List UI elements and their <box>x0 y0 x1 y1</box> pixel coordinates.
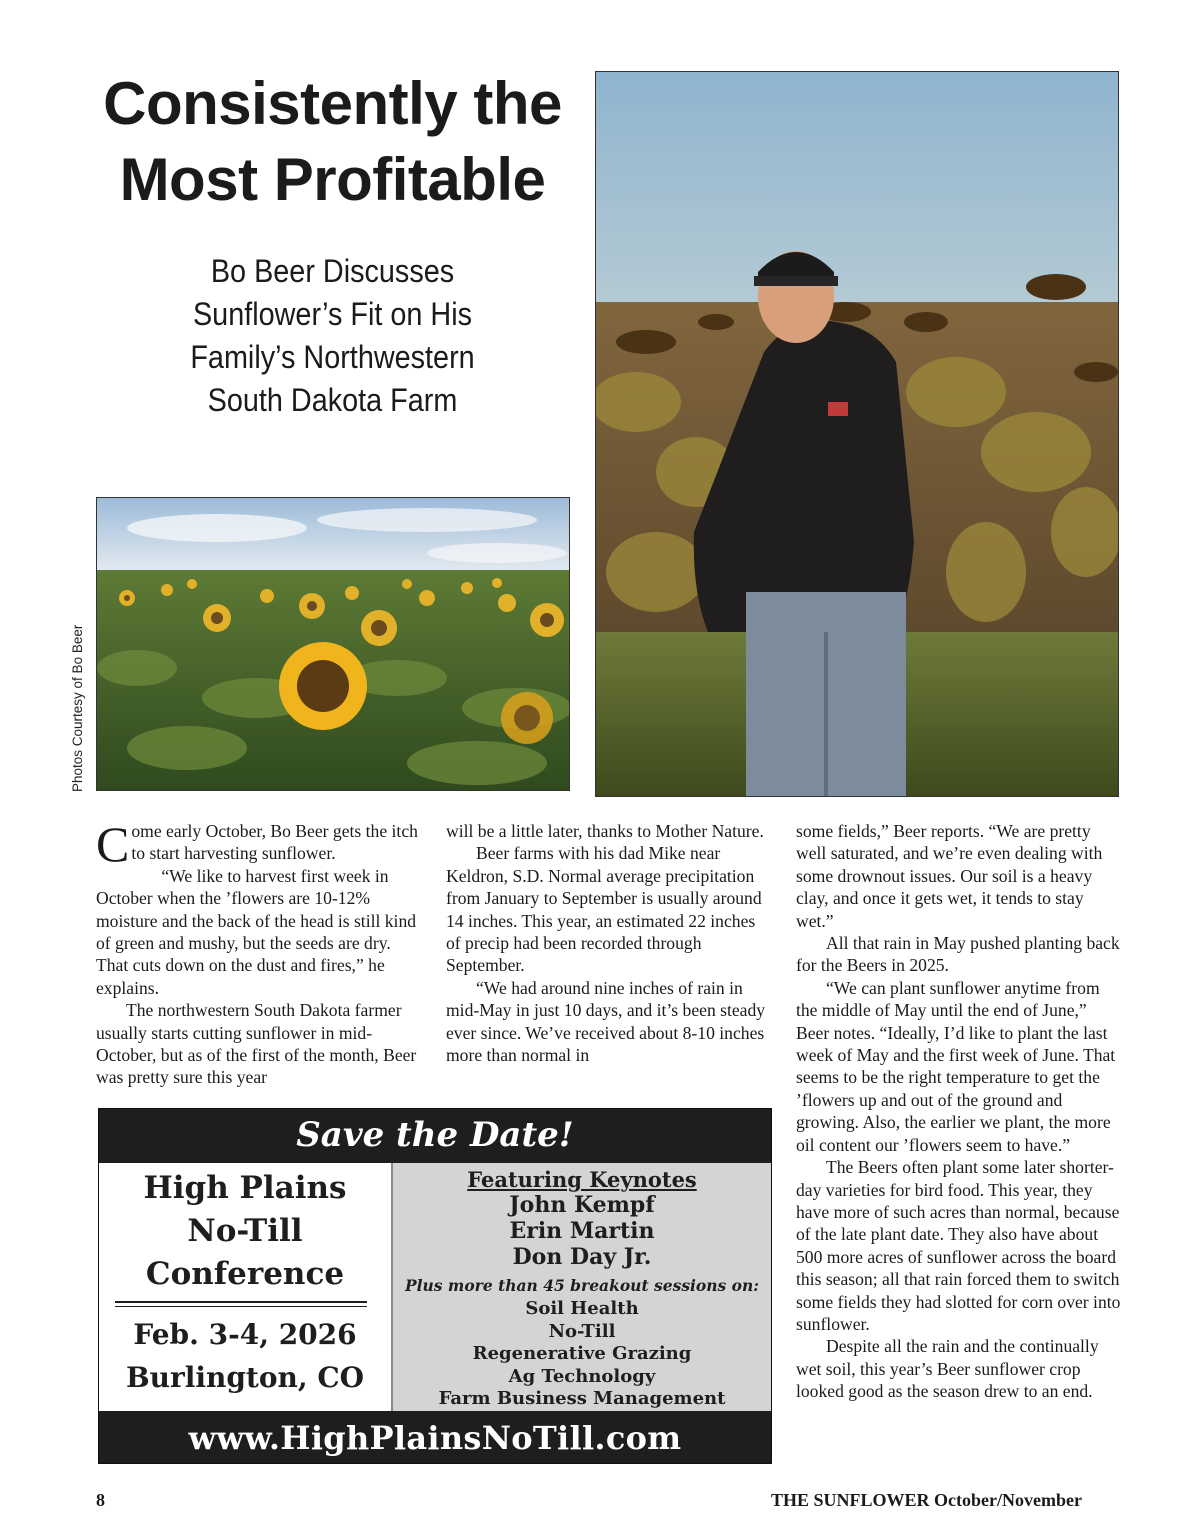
subheadline-line: Family’s Northwestern <box>190 339 475 375</box>
ad-banner <box>99 1109 771 1163</box>
article-paragraph: ome early October, Bo Beer gets the itch to start harvesting sunflower. <box>131 821 418 864</box>
ad-website-link[interactable]: www.HighPlainsNoTill.com <box>188 1419 682 1457</box>
conference-name-line: High Plains <box>143 1170 347 1206</box>
breakouts-heading: Plus more than 45 breakout sessions on: <box>404 1276 759 1295</box>
ad-keynotes-panel <box>391 1163 771 1411</box>
article-headline <box>80 66 585 218</box>
keynotes-heading: Featuring Keynotes <box>467 1167 697 1192</box>
keynote-speaker: John Kempf <box>509 1192 655 1218</box>
keynote-speaker: Don Day Jr. <box>512 1244 652 1270</box>
conference-advertisement <box>98 1108 772 1464</box>
breakout-topic: Ag Technology <box>508 1365 656 1387</box>
article-paragraph: some fields,” Beer reports. “We are pretty well saturated, and we’re even dealing with some drownout issues. Our soil is a heavy clay, and once it gets wet, it tends to stay wet.” <box>796 821 1103 931</box>
divider <box>115 1301 367 1307</box>
article-paragraph: will be a little later, thanks to Mother Nature. <box>446 821 764 841</box>
subheadline-line: Sunflower’s Fit on His <box>192 296 473 332</box>
keynote-speaker: Erin Martin <box>509 1218 655 1244</box>
article-paragraph: The northwestern South Dakota farmer usually starts cutting sunflower in mid-October, but as of the first of the month, Beer was pretty sure this year <box>96 1000 417 1088</box>
article-subheadline <box>123 250 542 422</box>
ad-url-bar <box>99 1411 771 1463</box>
article-paragraph: Beer farms with his dad Mike near Keldron, S.D. Normal average precipitation from January to September is usually around 14 inches. This year, an estimated 22 inches of precip had been recorded through September. <box>446 843 762 976</box>
conference-location: Burlington, CO <box>125 1361 365 1394</box>
article-paragraph: All that rain in May pushed planting back for the Beers in 2025. <box>796 933 1120 976</box>
article-paragraph: “We can plant sunflower anytime from the middle of May until the end of June,” Beer notes. “Ideally, I’d like to plant the last week of May and the first week of June. That seems to be the right temperature to get the ’flowers up and out of the ground and growing. Also, the earlier we plant, the more oil content our ’flowers seem to have.” <box>796 977 1116 1155</box>
article-paragraph: “We had around nine inches of rain in mid-May in just 10 days, and it’s been steady ever since. We’ve received about 8-10 inches more than normal in <box>446 977 766 1066</box>
article-column-1 <box>96 816 424 1089</box>
article-paragraph: “We like to harvest first week in October when the ’flowers are 10-12% moisture and the back of the head is still kind of green and mushy, but the seeds are dry. That cuts down on the dust and fires,” he explains. <box>96 865 417 998</box>
headline-line: Consistently the <box>103 70 562 137</box>
page-number: 8 <box>96 1490 105 1510</box>
breakout-topic: No-Till <box>548 1320 616 1342</box>
publication-footer: THE SUNFLOWER October/November <box>771 1490 1082 1510</box>
conference-date: Feb. 3-4, 2026 <box>133 1318 357 1351</box>
farmer-portrait-photo <box>595 71 1119 797</box>
breakout-topic: Farm Business Management <box>438 1388 726 1409</box>
ad-banner-title: Save the Date! <box>296 1115 574 1155</box>
conference-name-line: Conference <box>145 1256 345 1292</box>
conference-date-location <box>99 1313 391 1399</box>
conference-name-line: No-Till <box>187 1213 303 1249</box>
breakout-topic: Regenerative Grazing <box>472 1343 692 1364</box>
article-column-2 <box>446 820 774 1066</box>
headline-line: Most Profitable <box>119 146 546 213</box>
photo-credit: Photos Courtesy of Bo Beer <box>70 624 85 792</box>
ad-conference-panel <box>99 1163 391 1411</box>
conference-name <box>107 1167 383 1296</box>
drop-cap: C <box>96 816 130 872</box>
article-column-3 <box>796 820 1122 1403</box>
article-paragraph: The Beers often plant some later shorter-day varieties for bird food. This year, they have more of such acres than normal, because of the late plant date. They also have about 500 more acres of sunflower across the board this season; all that rain forced them to switch some fields they had slotted for corn over into sunflower. <box>796 1157 1121 1334</box>
breakout-topic: Soil Health <box>525 1298 639 1319</box>
breakouts-list <box>393 1298 771 1411</box>
article-paragraph: Despite all the rain and the continually wet soil, this year’s Beer sunflower crop looked good as the season drew to an end. <box>796 1336 1099 1402</box>
keynotes-list <box>393 1192 771 1270</box>
subheadline-line: Bo Beer Discusses <box>210 253 455 289</box>
subheadline-line: South Dakota Farm <box>207 382 458 418</box>
sunflower-field-photo <box>96 497 570 791</box>
